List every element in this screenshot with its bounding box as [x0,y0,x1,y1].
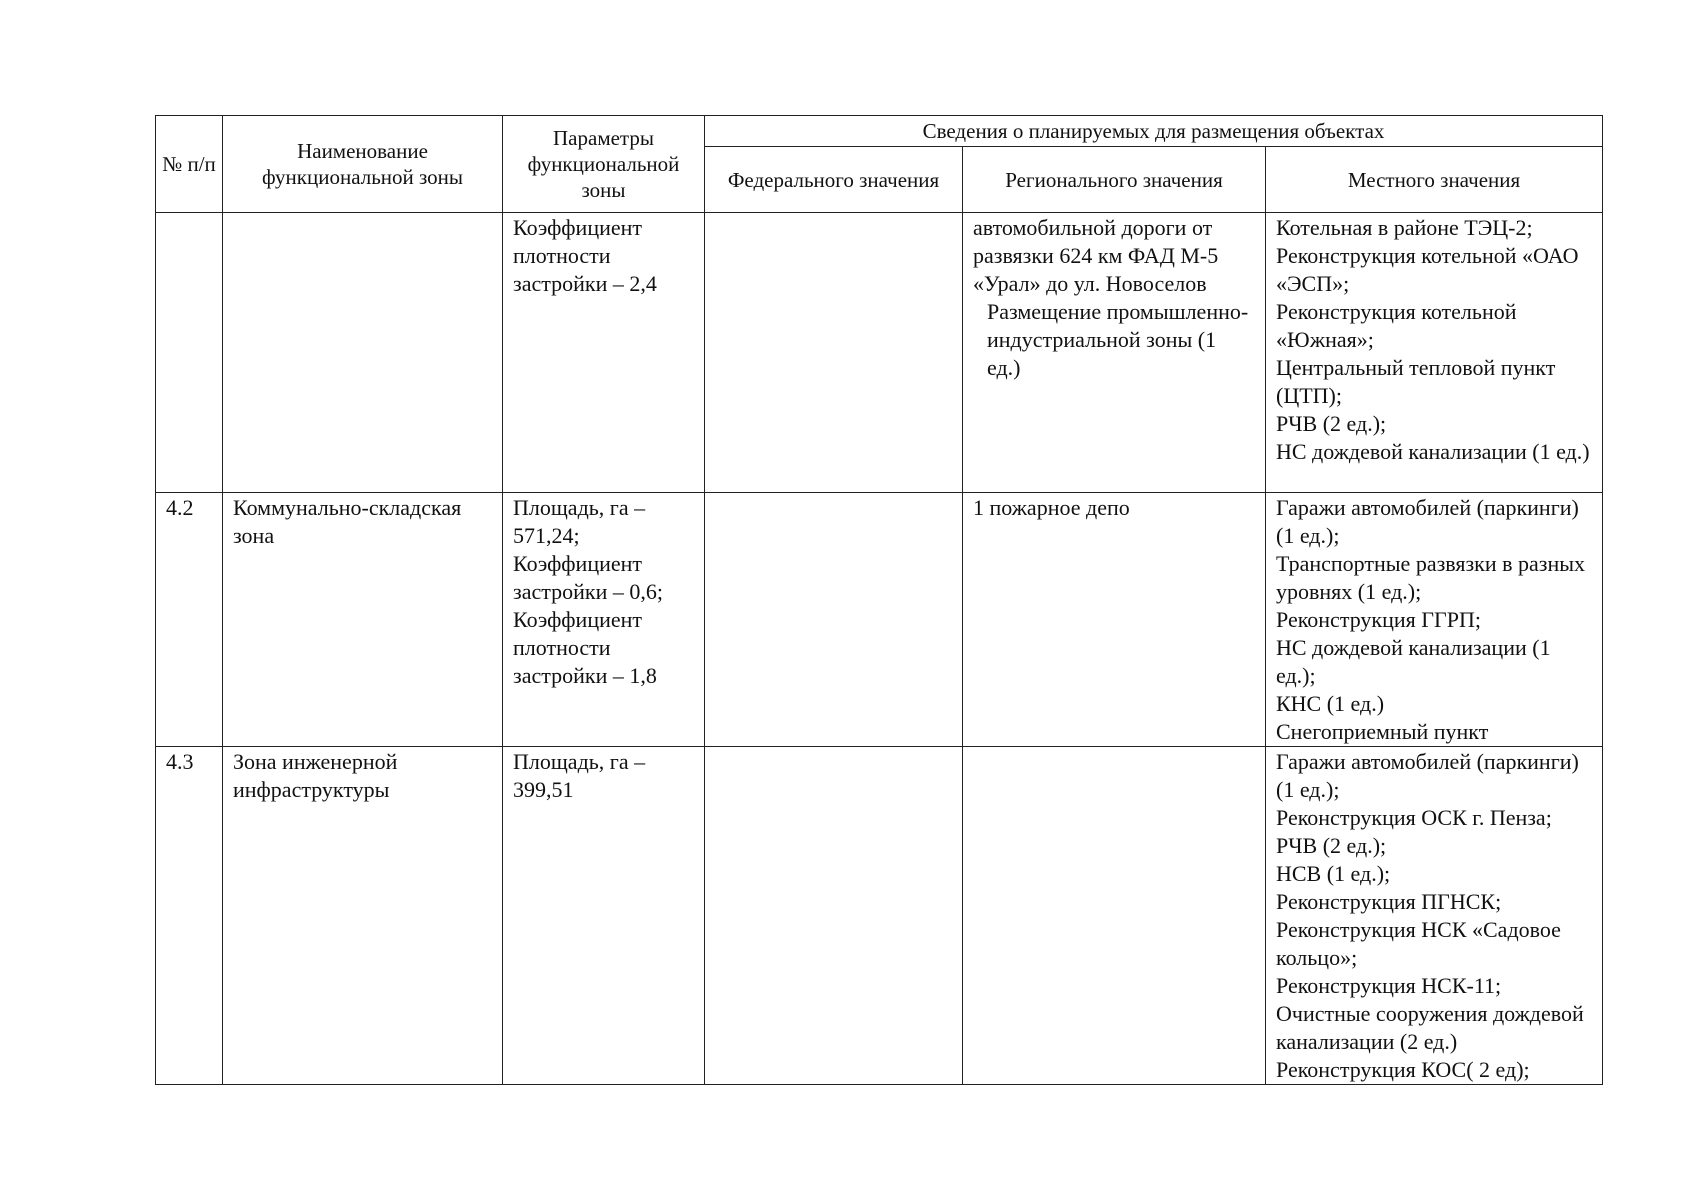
cell-name [223,213,503,493]
cell-params [503,747,705,1085]
cell-num: 4.3 [156,747,223,1085]
cell-federal [705,213,963,493]
cell-line: 1 пожарное депо [973,495,1130,520]
cell-federal [705,493,963,747]
cell-params [503,493,705,747]
cell-line: Центральный тепловой пункт (ЦТП); [1276,355,1556,408]
cell-line: Коэффициент застройки – 0,6; [513,551,663,604]
cell-local [1266,493,1603,747]
cell-line: Реконструкция НСК-11; [1276,973,1502,998]
header-num: № п/п [156,116,223,213]
cell-line: Котельная в районе ТЭЦ-2; [1276,215,1533,240]
table-row [156,493,1603,747]
table-header [156,116,1603,213]
cell-line: НСВ (1 ед.); [1276,861,1391,886]
cell-line: КНС (1 ед.) [1276,691,1385,716]
cell-line: Размещение промышленно-индустриальной зоны (1 ед.) [987,299,1249,380]
cell-local [1266,747,1603,1085]
cell-local [1266,213,1603,493]
table-row [156,747,1603,1085]
header-name: Наименование функциональной зоны [223,116,503,213]
cell-federal [705,747,963,1085]
cell-line: Коэффициент плотности застройки – 1,8 [513,607,657,688]
header-local: Местного значения [1266,147,1603,213]
cell-regional [963,493,1266,747]
planning-table [155,115,1603,1085]
cell-line: Гаражи автомобилей (паркинги) (1 ед.); [1276,749,1579,802]
cell-line: Реконструкция котельной «Южная»; [1276,299,1517,352]
header-federal: Федерального значения [705,147,963,213]
cell-line: Площадь, га – 399,51 [513,749,646,802]
header-regional: Регионального значения [963,147,1266,213]
cell-line: Транспортные развязки в разных уровнях (1 ед.); [1276,551,1586,604]
cell-line: РЧВ (2 ед.); [1276,411,1387,436]
cell-line: Реконструкция ГГРП; [1276,607,1481,632]
header-group: Сведения о планируемых для размещения объектах [705,116,1603,147]
cell-num: 4.2 [156,493,223,747]
table-row [156,213,1603,493]
header-params: Параметры функциональной зоны [503,116,705,213]
cell-line: Коэффициент плотности застройки – 2,4 [513,215,657,296]
cell-line: НС дождевой канализации (1 ед.) [1276,439,1590,464]
cell-line: Площадь, га – 571,24; [513,495,646,548]
cell-line: автомобильной дороги от развязки 624 км ФАД М-5 «Урал» до ул. Новоселов [973,215,1219,296]
cell-line: Реконструкция ПГНСК; [1276,889,1502,914]
cell-name: Коммунально-складская зона [223,493,503,747]
cell-line: Реконструкция КОС( 2 ед); [1276,1057,1530,1082]
cell-line: Реконструкция ОСК г. Пенза; [1276,805,1552,830]
cell-line: НС дождевой канализации (1 ед.); [1276,635,1551,688]
cell-line: Очистные сооружения дождевой канализации (2 ед.) [1276,1001,1584,1054]
cell-params [503,213,705,493]
cell-line: РЧВ (2 ед.); [1276,833,1387,858]
cell-line: Реконструкция НСК «Садовое кольцо»; [1276,917,1561,970]
table-body [156,213,1603,1085]
cell-line: Гаражи автомобилей (паркинги) (1 ед.); [1276,495,1579,548]
cell-num [156,213,223,493]
cell-line: Реконструкция котельной «ОАО «ЭСП»; [1276,243,1579,296]
cell-regional [963,213,1266,493]
cell-line: Снегоприемный пункт [1276,719,1489,744]
cell-regional [963,747,1266,1085]
cell-name: Зона инженерной инфраструктуры [223,747,503,1085]
